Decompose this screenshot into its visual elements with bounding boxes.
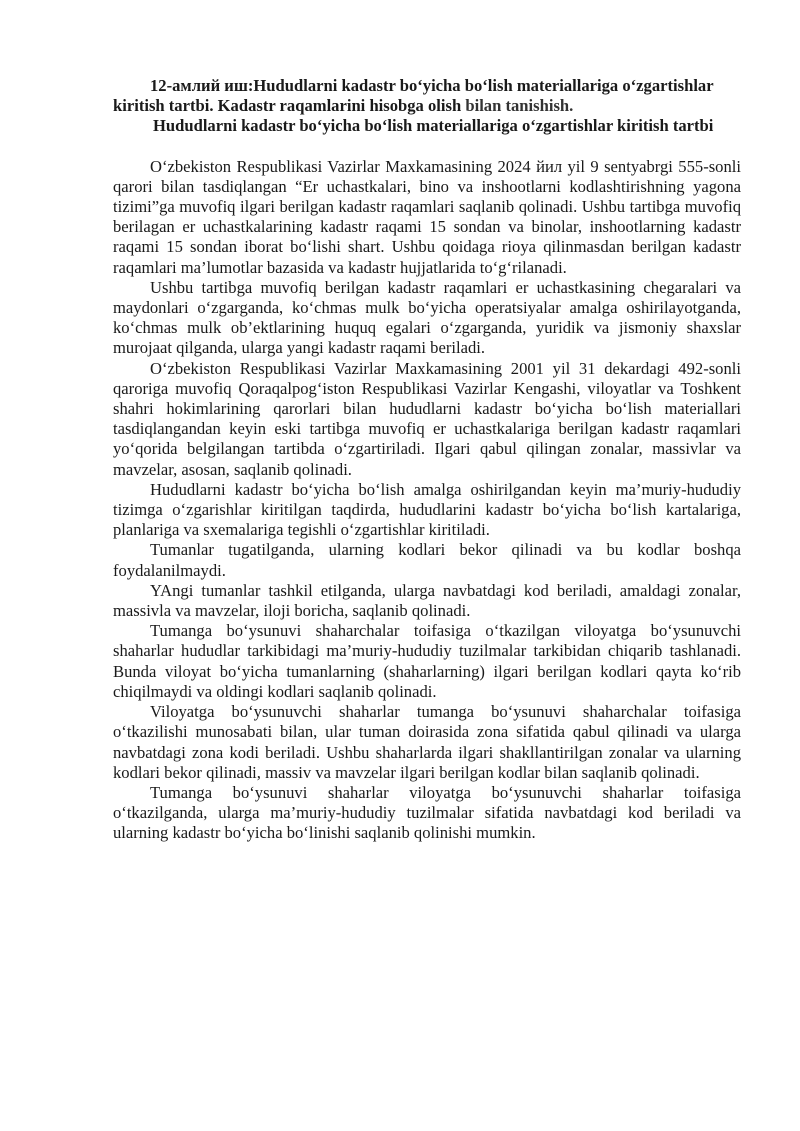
section-heading-text: Hududlarni kadastr bo‘yicha bo‘lish materiallariga o‘zgartishlar kiritish tartbi	[153, 116, 714, 136]
paragraph: O‘zbekiston Respublikasi Vazirlar Maxkamasining 2001 yil 31 dekardagi 492-sonli qaroriga muvofiq Qoraqalpog‘iston Respublikasi Vazirlar Kengashi, viloyatlar va Toshkent shahri hokimlarining qarorlari bilan hududlarni kadastr bo‘yicha bo‘lish materiallari tasdiqlangandan keyin eski tartibga muvofiq er uchastkalariga berilgan kadastr raqamlari yo‘qorida belgilangan tartibda o‘zgartiriladi. Ilgari qabul qilingan zonalar, massivlar va mavzelar, asosan, saqlanib qolinadi.	[113, 358, 741, 479]
paragraph: Tumanga bo‘ysunuvi shaharlar viloyatga bo‘ysunuvchi shaharlar toifasiga o‘tkazilganda, ularga ma’muriy-hududiy tuzilmalar sifatida navbatdagi kod beriladi va ularning kadastr bo‘yicha bo‘linishi saqlanib qolinishi mumkin.	[113, 782, 741, 843]
paragraph: Viloyatga bo‘ysunuvchi shaharlar tumanga bo‘ysunuvi shaharchalar toifasiga o‘tkazilishi munosabati bilan, ular tuman doirasida zona sifatida qabul qilinadi va ularga navbatdagi zona kodi beriladi. Ushbu shaharlarda ilgari shakllantirilgan zonalar va ularning kodlari bekor qilinadi, massiv va mavzelar ilgari berilgan kodlar bilan saqlanib qolinadi.	[113, 702, 741, 782]
paragraph: Tumanlar tugatilganda, ularning kodlari bekor qilinadi va bu kodlar boshqa foydalanilmaydi.	[113, 540, 741, 580]
document-title	[113, 76, 741, 116]
paragraph: Hududlarni kadastr bo‘yicha bo‘lish amalga oshirilgandan keyin ma’muriy-hududiy tizimga o‘zgarishlar kiritilgan taqdirda, hududlarini kadastr bo‘yicha bo‘lish kartalariga, planlariga va sxemalariga tegishli o‘zgartishlar kiritiladi.	[113, 479, 741, 540]
paragraph: YAngi tumanlar tashkil etilganda, ularga navbatdagi kod beriladi, amaldagi zonalar, massivla va mavzelar, iloji boricha, saqlanib qolinadi.	[113, 580, 741, 621]
paragraph: O‘zbekiston Respublikasi Vazirlar Maxkamasining 2024 йил yil 9 sentyabrgi 555-sonli qarori bilan tasdiqlangan “Er uchastkalari, bino va inshootlarni kodlashtirishning yagona tizimi”ga muvofiq ilgari berilgan kadastr raqamlari saqlanib qolinadi. Ushbu tartibga muvofiq berilagan er uchastkalarining kadastr raqami 15 sondan va binolar, inshootlarning kadastr raqami 15 sondan iborat bo‘lishi shart. Ushbu qoidaga rioya qilinmasdan berilgan kadastr raqamlari ma’lumotlar bazasida va kadastr hujjatlarida to‘g‘rilanadi.	[113, 156, 741, 277]
document-page	[113, 76, 741, 844]
title-tail: bilan tanishish.	[465, 96, 574, 116]
paragraph: Tumanga bo‘ysunuvi shaharchalar toifasiga o‘tkazilgan viloyatga bo‘ysunuvchi shaharlar hududlar tarkibidagi ma’muriy-hududiy tuzilmalar tarkibidan chiqarib tashlanadi. Bunda viloyat bo‘yicha tumanlarning (shaharlarning) ilgari berilgan kodlari qayta ko‘rib chiqilmaydi va oldingi kodlari saqlanib qolinadi.	[113, 621, 741, 701]
paragraph: Ushbu tartibga muvofiq berilgan kadastr raqamlari er uchastkasining chegaralari va maydonlari o‘zgarganda, ko‘chmas mulk bo‘yicha operatsiyalar amalga oshirilayotganda, ko‘chmas mulk ob’ektlarining huquq egalari o‘zgarganda, yuridik va jismoniy shaxslar murojaat qilganda, ularga yangi kadastr raqami beriladi.	[113, 277, 741, 358]
title-main: 12-амлий иш:Hududlarni kadastr bo‘yicha bo‘lish materiallariga o‘zgartishlar kiritish tartbi. Kadastr raqamlarini hisobga olish	[113, 76, 714, 116]
section-heading	[113, 116, 741, 136]
